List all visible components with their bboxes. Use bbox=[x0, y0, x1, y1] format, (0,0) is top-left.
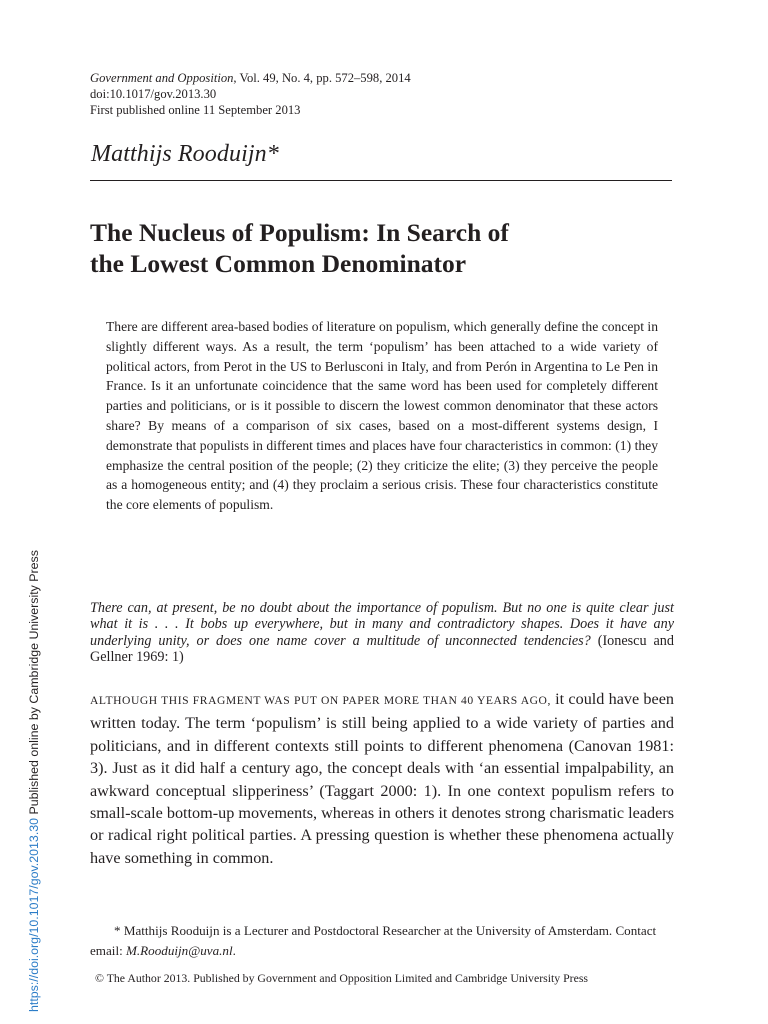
side-stamp-text: Published online by Cambridge University Press bbox=[27, 550, 41, 818]
author-footnote bbox=[90, 921, 674, 961]
footnote-end: . bbox=[232, 943, 236, 958]
body-text: it could have been written today. The term ‘populism’ is still being applied to a wide variety of parties and politicians, and in different contexts still points to different phenomena (Canovan 1981: 3). Just as it did half a century ago, the concept deals with ‘an essential impalpability, an awkward conceptual slipperiness’ (Taggart 2000: 1). In one context populism refers to small-scale bottom-up movements, whereas in others it denotes strong charismatic leaders or radical right political parties. A pressing question is whether these phenomena actually have something in common. bbox=[90, 690, 674, 867]
journal-volume-pages: , Vol. 49, No. 4, pp. 572–598, 2014 bbox=[233, 71, 411, 85]
footnote-email[interactable]: M.Rooduijn@uva.nl bbox=[126, 943, 233, 958]
journal-citation-line bbox=[90, 71, 690, 87]
body-paragraph bbox=[90, 688, 674, 869]
epigraph bbox=[90, 600, 674, 666]
footnote-text: * Matthijs Rooduijn is a Lecturer and Postdoctoral Researcher at the University of Amsterdam. Contact email: bbox=[90, 923, 657, 958]
body-smallcaps-opening: ALTHOUGH THIS FRAGMENT WAS PUT ON PAPER MORE THAN 40 YEARS AGO, bbox=[90, 694, 551, 707]
author-name: Matthijs Rooduijn* bbox=[91, 141, 279, 167]
epigraph-quote: There can, at present, be no doubt about the importance of populism. But no one is quite clear just what it is . . . It bobs up everywhere, but in many and contradictory shapes. Does it have any underlying unity, or does one name cover a multitude of unconnected tendencies? bbox=[90, 600, 674, 649]
journal-name: Government and Opposition bbox=[90, 71, 234, 85]
article-title bbox=[90, 217, 680, 279]
abstract: There are different area-based bodies of literature on populism, which generally define the concept in slightly different ways. As a result, the term ‘populism’ has been attached to a wide variety of political actors, from Perot in the US to Berlusconi in Italy, and from Perón in Argentina to Le Pen in France. Is it an unfortunate coincidence that the same word has been used for completely different parties and politicians, or is it possible to discern the lowest common denominator that these actors share? By means of a comparison of six cases, based on a most-different systems design, I demonstrate that populists in different times and places have four characteristics in common: (1) they emphasize the central position of the people; (2) they criticize the elite; (3) they perceive the people as a homogeneous entity; and (4) they proclaim a serious crisis. These four characteristics constitute the core elements of populism. bbox=[106, 319, 658, 513]
published-online-line: First published online 11 September 2013 bbox=[90, 102, 301, 117]
title-line-2: the Lowest Common Denominator bbox=[90, 249, 467, 278]
side-doi-link[interactable]: https://doi.org/10.1017/gov.2013.30 bbox=[27, 817, 41, 1012]
doi-line: doi:10.1017/gov.2013.30 bbox=[90, 86, 217, 101]
copyright-notice: © The Author 2013. Published by Government and Opposition Limited and Cambridge University Press bbox=[95, 971, 589, 985]
author-divider bbox=[90, 180, 672, 181]
journal-header bbox=[90, 71, 690, 118]
side-publication-stamp bbox=[27, 550, 41, 1012]
epigraph-citation: (Ionescu and Gellner 1969: 1) bbox=[90, 632, 674, 666]
title-line-1: The Nucleus of Populism: In Search of bbox=[90, 218, 509, 247]
